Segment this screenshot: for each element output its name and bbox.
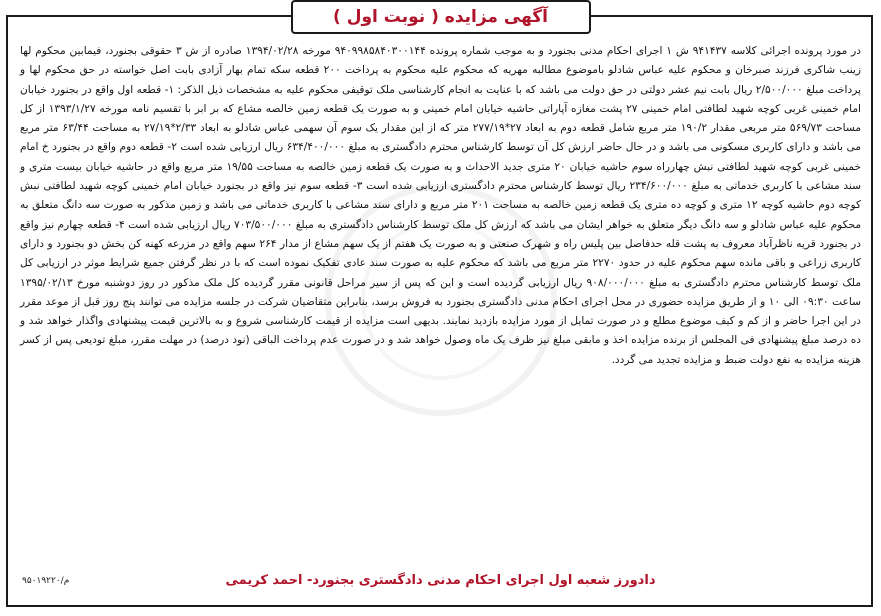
notice-title-box: [291, 0, 591, 34]
notice-body: در مورد پرونده اجرائی کلاسه ۹۴۱۴۳۷ ش ۱ اجرای احکام مدنی بجنورد و به موجب شماره پرونده ۹۴۰۹۹۸۵۸۴۰۳۰۰۱۴۴ مورخه ۱۳۹۴/۰۲/۲۸ صادره از ش ۳ حقوقی بجنورد، فیمابین محکوم لها زینب شاکری فرزند صبرخان و محکوم علیه عباس شادلو باموضوع مطالبه مهریه که محکوم علیه محکوم به پرداخت ۲۰۰ قطعه سکه تمام بهار آزادی بابت اصل خواسته در حق محکوم لها و پرداخت مبلغ ۲/۵۰۰/۰۰۰ ریال بابت نیم عشر دولتی در حق دولت می باشد که با عنایت به انجام کارشناسی ملک توقیفی محکوم علیه به مشخصات ذیل الذکر: ۱- قطعه اول واقع در بجنورد خیابان امام خمینی غربی کوچه شهید لطافتی امام خمینی ۲۷ پشت مغازه آپاراتی حاشیه خیابان امام خمینی و به صورت یک قطعه زمین خالصه مشاع که بر ابر با تقسیم نامه مورخه ۱۳۹۳/۱/۲۷ از کل مساحت ۵۶۹/۷۳ متر مربعی مقدار ۱۹۰/۲ متر مربع شامل قطعه دوم به ابعاد ۲۷*۲۷۷/۱۹ متر که از این مقدار یک سوم آن سهمی عباس شادلو به ابعاد ۲/۳۳*۲۷/۱۹ به مساحت ۶۳/۴۴ متر مربع می باشد و دارای کاربری مسکونی می باشد و در حال حاضر ارزش کل آن توسط کارشناس محترم دادگستری به مبلغ ۶۳۴/۴۰۰/۰۰۰ ریال ارزیابی شده است ۲- قطعه دوم واقع در بجنورد خ امام خمینی غربی کوچه شهید لطافتی نبش چهارراه سوم حاشیه خیابان ۲۰ متری جدید الاحداث و به صورت یک قطعه زمین خالصه به مساحت ۱۹/۵۵ متر مربع واقع در حاشیه خیابان بیست متری و سند مشاعی با کاربری خدماتی به مبلغ ۲۳۴/۶۰۰/۰۰۰ ریال توسط کارشناس محترم دادگستری ارزیابی شده است ۳- قطعه سوم نیز واقع در بجنورد خیابان امام خمینی کوچه شهید لطافتی نبش کوچه دوم حاشیه کوچه ۱۲ متری و کوچه ده متری یک قطعه زمین خالصه به مساحت ۲۰۱ متر مربع و دارای سند مشاعی با کاربری خدماتی می باشد و زمین مذکور به صورت سه دانگ متعلق به محکوم علیه عباس شادلو و سه دانگ دیگر متعلق به خواهر ایشان می باشد که ارزش کل ملک توسط کارشناس دادگستری به مبلغ ۷۰۳/۵۰۰/۰۰۰ ریال ارزیابی شده است ۴- قطعه چهارم نیز واقع در بجنورد قریه ناظرآباد معروف به پشت قله حدفاصل بین پلیس راه و شهرک صنعتی و به صورت یک هفتم از یک سهم مشاع از مدار ۲۶۴ سهم واقع در مزرعه کهنه کن بخش دو بجنورد و دارای کاربری زراعی و باقی مانده سهم محکوم علیه در حدود ۲۲۷۰ متر مربع می باشد که محکوم علیه به صورت سند عادی تفکیک نموده است که با در نظر گرفتن جمیع شرایط موثر در ارزیابی کل ملک توسط کارشناس محترم دادگستری به مبلغ ۹۰۸/۰۰۰/۰۰۰ ریال ارزیابی گردیده است و این که پس از سیر مراحل قانونی مقرر گردیده کل ملک مذکور در روز دوشنبه مورخ ۱۳۹۵/۰۲/۱۳ ساعت ۰۹:۳۰ الی ۱۰ و از طریق مزایده حضوری در محل اجرای احکام مدنی دادگستری بجنورد به فروش برسد، بنابراین متقاضیان شرکت در جلسه مزایده می توانند پنج روز قبل از موعد مقرر در این اجرا حاضر و از کم و کیف موضوع مطلع و در صورت تمایل از مورد مزایده بازدید نمایند. بدیهی است مزایده از قیمت کارشناسی شروع و به بالاترین قیمت پیشنهادی واگذار خواهد شد و ده درصد مبلغ پیشنهادی فی المجلس از برنده مزایده اخذ و مابقی مبلغ نیز ظرف یک ماه وصول خواهد شد و در صورت عدم پرداخت الباقی (نود درصد) در مهلت مقرر، مبلغ تودیعی پس از کسر هزینه مزایده به نفع دولت ضبط و مزایده تجدید می گردد.: [20, 45, 862, 366]
notice-code: م/۹۵۰۱۹۲۲۰: [22, 576, 70, 586]
notice-signature: دادورز شعبه اول اجرای احکام مدنی دادگستری بجنورد- احمد کریمی: [225, 573, 656, 588]
notice-title: آگهی مزایده ( نوبت اول ): [333, 7, 548, 27]
